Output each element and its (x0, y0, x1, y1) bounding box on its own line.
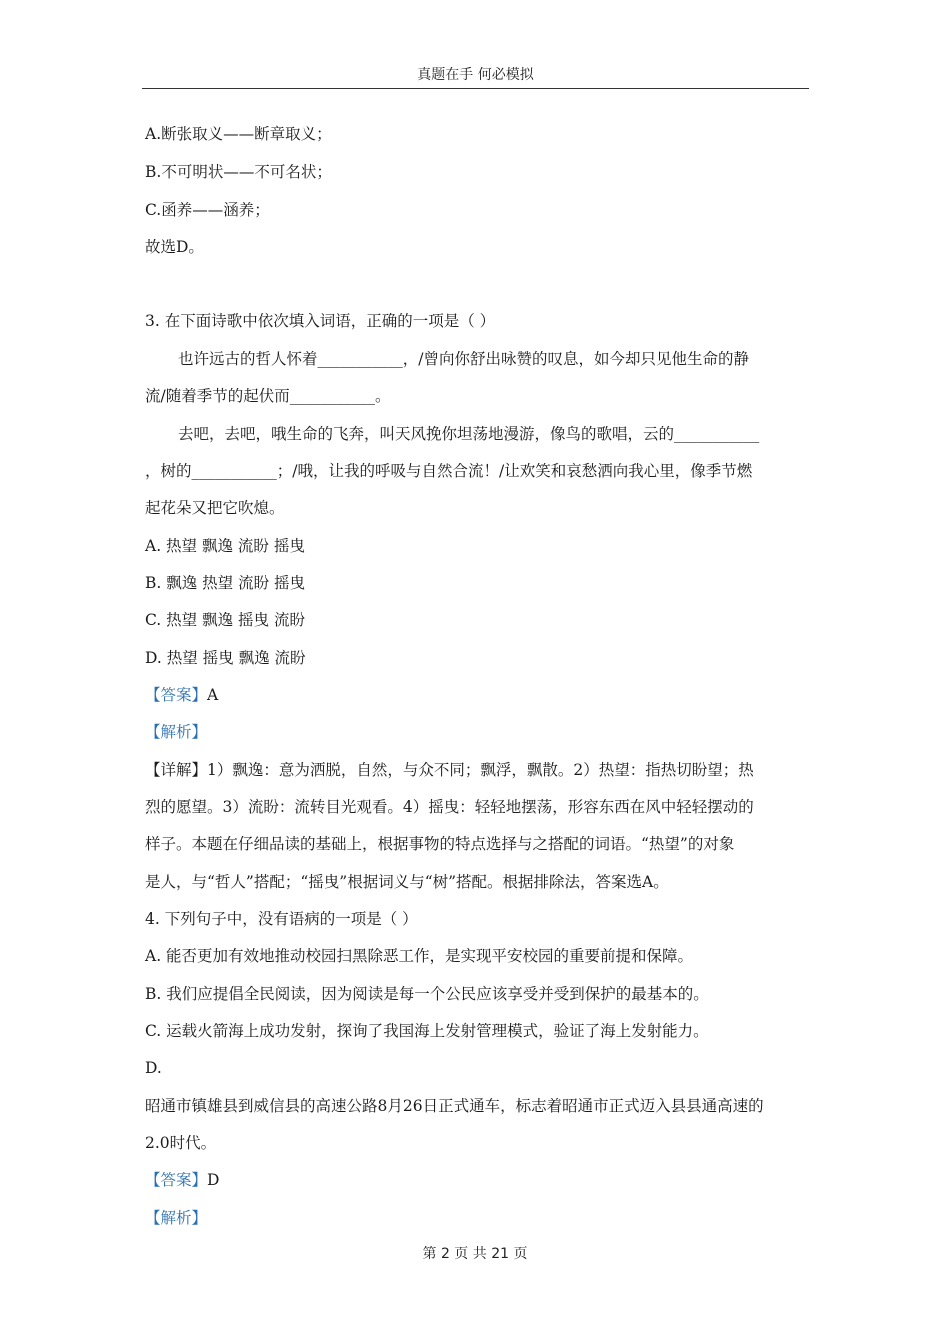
option-d-text: 2.0时代。 (145, 1134, 217, 1152)
option-d: D. 热望 摇曳 飘逸 流盼 (145, 649, 306, 667)
option-c: C. 运载火箭海上成功发射，探询了我国海上发射管理模式，验证了海上发射能力。 (145, 1022, 709, 1040)
detail-label: 【详解】 (145, 761, 208, 779)
detail-line: 是人，与“哲人”搭配；“摇曳”根据词义与“树”搭配。根据排除法，答案选A。 (145, 873, 669, 891)
poem-line: 起花朵又把它吹熄。 (145, 499, 285, 517)
answer-value: D (207, 1171, 220, 1189)
answer-label: 【答案】 (145, 686, 208, 704)
analysis-label: 【解析】 (145, 723, 208, 741)
answer-line (145, 685, 218, 705)
detail-text: 1）飘逸：意为洒脱，自然，与众不同；飘浮，飘散。2）热望：指热切盼望；热 (207, 761, 754, 779)
detail-line (145, 760, 754, 780)
page-header: 真题在手 何必模拟 (417, 67, 534, 83)
header-rule (142, 88, 809, 89)
answer-value: A (207, 686, 219, 704)
analysis-label: 【解析】 (145, 1209, 208, 1227)
option-b: B. 飘逸 热望 流盼 摇曳 (145, 574, 306, 592)
option-d: D. (145, 1059, 162, 1077)
question-4: 4. 下列句子中，没有语病的一项是（ ） (145, 910, 418, 928)
text-line: 故选D。 (145, 238, 204, 256)
detail-line: 样子。本题在仔细品读的基础上，根据事物的特点选择与之搭配的词语。“热望”的对象 (145, 835, 735, 853)
analysis-line (145, 1208, 207, 1228)
option-a: A. 热望 飘逸 流盼 摇曳 (145, 537, 305, 555)
option-a: A. 能否更加有效地推动校园扫黑除恶工作，是实现平安校园的重要前提和保障。 (145, 947, 694, 965)
question-3: 3. 在下面诗歌中依次填入词语，正确的一项是（ ） (145, 312, 496, 330)
poem-line: ，树的___________；/哦，让我的呼吸与自然合流！/让欢笑和哀愁洒向我心里，像季节燃 (145, 462, 753, 480)
text-line: C.函养——涵养； (145, 201, 270, 219)
option-c: C. 热望 飘逸 摇曳 流盼 (145, 611, 305, 629)
analysis-line (145, 722, 207, 742)
poem-line: 也许远古的哲人怀着___________，/曾向你舒出咏赞的叹息，如今却只见他生命的静 (178, 350, 749, 368)
option-b: B. 我们应提倡全民阅读，因为阅读是每一个公民应该享受并受到保护的最基本的。 (145, 985, 709, 1003)
poem-line: 去吧，去吧，哦生命的飞奔，叫天风挽你坦荡地漫游，像鸟的歌唱，云的___________ (178, 425, 760, 443)
option-d-text: 昭通市镇雄县到威信县的高速公路8月26日正式通车，标志着昭通市正式迈入县县通高速的 (145, 1097, 764, 1115)
text-line: A.断张取义——断章取义； (145, 125, 332, 143)
answer-line (145, 1170, 219, 1190)
poem-line: 流/随着季节的起伏而___________。 (145, 387, 391, 405)
page-number: 第 2 页 共 21 页 (422, 1246, 528, 1262)
detail-line: 烈的愿望。3）流盼：流转目光观看。4）摇曳：轻轻地摆荡，形容东西在风中轻轻摆动的 (145, 798, 754, 816)
text-line: B.不可明状——不可名状； (145, 163, 332, 181)
answer-label: 【答案】 (145, 1171, 208, 1189)
